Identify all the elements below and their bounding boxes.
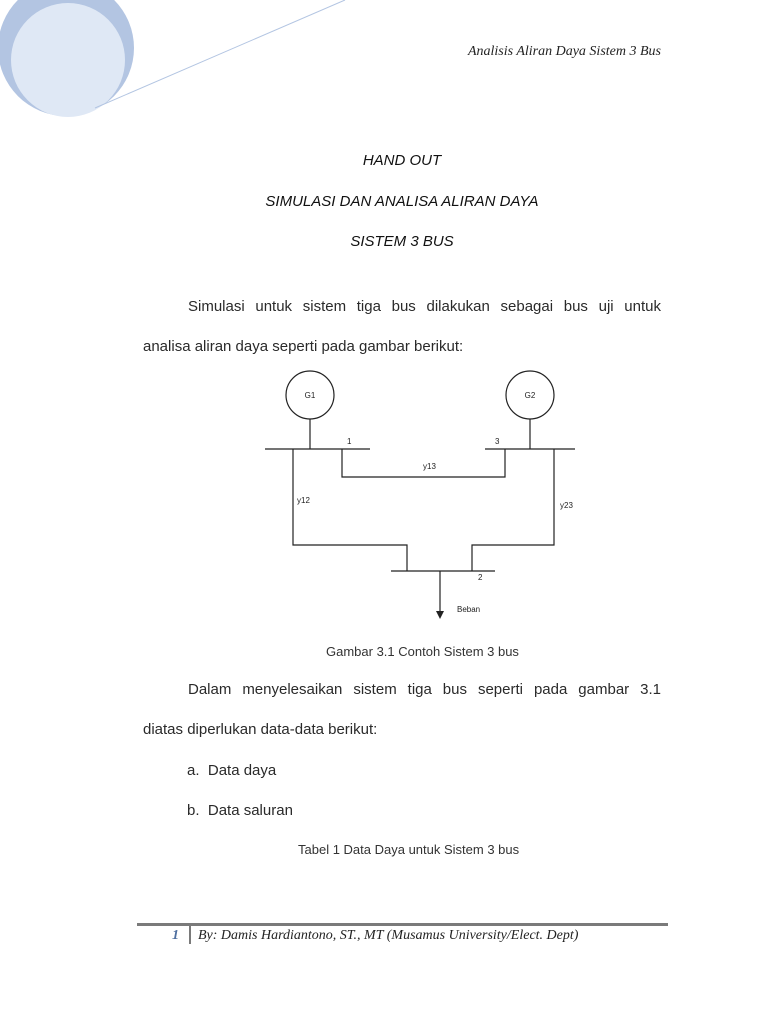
footer-author: By: Damis Hardiantono, ST., MT (Musamus University/Elect. Dept) — [198, 928, 579, 943]
intro-line-1: Simulasi untuk sistem tiga bus dilakukan sebagai bus uji untuk — [188, 298, 661, 315]
gen1-label: G1 — [304, 391, 316, 400]
list-item — [187, 802, 293, 819]
bus-1-label: 1 — [347, 437, 352, 446]
line-y23 — [472, 449, 554, 571]
title-hand-out: HAND OUT — [362, 152, 442, 169]
title-sistem: SISTEM 3 BUS — [350, 233, 454, 250]
line-y12 — [293, 449, 407, 571]
body-line-2: diatas diperlukan data-data berikut: — [143, 721, 378, 738]
title-simulasi: SIMULASI DAN ANALISA ALIRAN DAYA — [265, 193, 539, 210]
load-arrow-icon — [436, 611, 444, 619]
list-marker: a. — [187, 762, 200, 779]
page-number: 1 — [172, 928, 179, 943]
footer-rule — [137, 923, 668, 926]
figure-caption: Gambar 3.1 Contoh Sistem 3 bus — [326, 644, 519, 659]
load-label: Beban — [457, 605, 481, 614]
list-item — [187, 762, 276, 779]
list-text: Data daya — [207, 762, 277, 779]
three-bus-diagram — [255, 365, 585, 625]
decor-inner-circle — [11, 3, 125, 117]
body-line-1: Dalam menyelesaikan sistem tiga bus seperti pada gambar 3.1 — [188, 681, 661, 698]
line-y13-label: y13 — [423, 462, 436, 471]
corner-decoration — [0, 0, 360, 130]
line-y23-label: y23 — [560, 501, 573, 510]
bus-3-label: 3 — [495, 437, 500, 446]
list-text: Data saluran — [207, 802, 293, 819]
table-caption: Tabel 1 Data Daya untuk Sistem 3 bus — [298, 842, 520, 857]
running-header: Analisis Aliran Daya Sistem 3 Bus — [467, 44, 661, 59]
intro-line-2: analisa aliran daya seperti pada gambar berikut: — [143, 338, 464, 355]
footer-divider — [189, 926, 191, 944]
list-marker: b. — [187, 802, 200, 819]
line-y12-label: y12 — [297, 496, 310, 505]
bus-2-label: 2 — [478, 573, 483, 582]
gen2-label: G2 — [524, 391, 536, 400]
